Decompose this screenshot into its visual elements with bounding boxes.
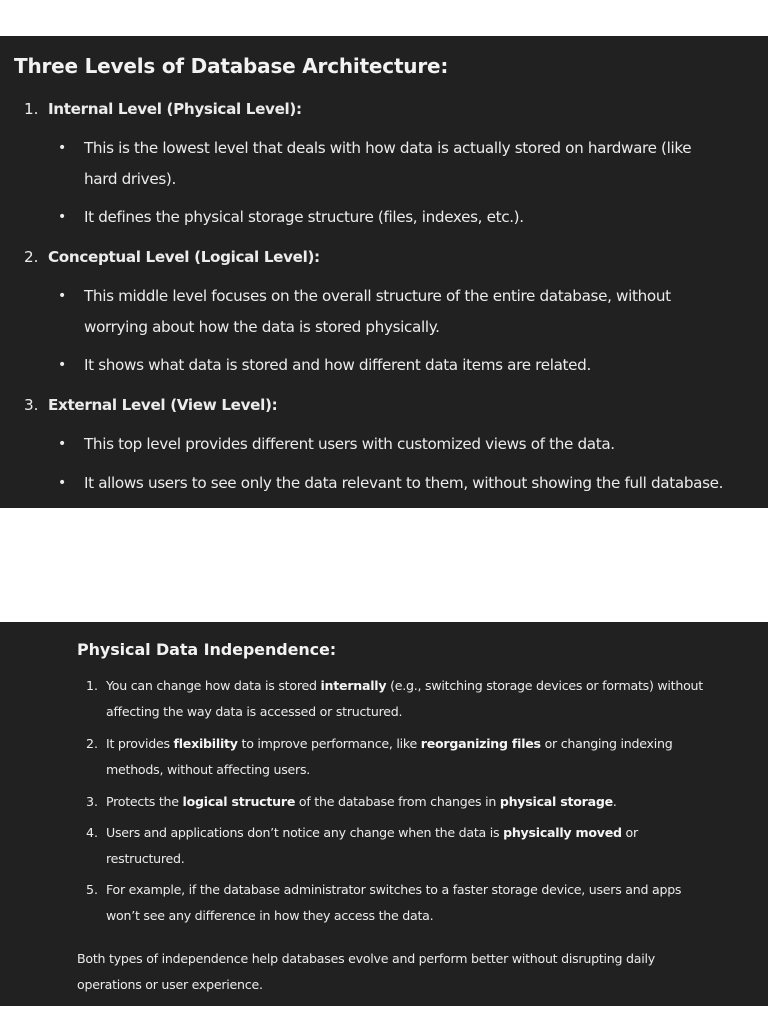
item-number: 4.	[86, 825, 99, 840]
bullet-icon: •	[58, 288, 67, 304]
item-text: Protects the logical structure of the database from changes in physical storage.	[106, 794, 617, 809]
bullet-text: This top level provides different users with customized views of the data.	[84, 435, 615, 453]
summary-text: Both types of independence help databases evolve and perform better without disrupting daily	[77, 951, 655, 966]
bullet-text: This middle level focuses on the overall structure of the entire database, without	[84, 287, 671, 305]
item-number: 1.	[86, 678, 99, 693]
bullet-icon: •	[58, 357, 67, 373]
level-number: 2.	[24, 248, 39, 266]
item-text: It provides flexibility to improve performance, like reorganizing files or changing indexing	[106, 736, 673, 751]
item-number: 5.	[86, 882, 99, 897]
item-number: 2.	[86, 736, 99, 751]
bullet-icon: •	[58, 475, 67, 491]
level-number: 1.	[24, 100, 39, 118]
bullet-text: hard drives).	[84, 170, 176, 188]
item-text: Users and applications don’t notice any change when the data is physically moved or	[106, 825, 638, 840]
item-number: 3.	[86, 794, 99, 809]
item-text: won’t see any difference in how they access the data.	[106, 908, 434, 923]
summary-text: operations or user experience.	[77, 977, 263, 992]
item-text: affecting the way data is accessed or structured.	[106, 704, 403, 719]
level-title: External Level (View Level):	[48, 396, 278, 414]
item-text: restructured.	[106, 851, 185, 866]
architecture-heading: Three Levels of Database Architecture:	[14, 54, 449, 78]
level-number: 3.	[24, 396, 39, 414]
bullet-text: It allows users to see only the data relevant to them, without showing the full database.	[84, 474, 724, 492]
bullet-text: This is the lowest level that deals with how data is actually stored on hardware (like	[84, 139, 692, 157]
bullet-text: worrying about how the data is stored physically.	[84, 318, 440, 336]
bullet-icon: •	[58, 209, 67, 225]
item-text: methods, without affecting users.	[106, 762, 311, 777]
database-architecture-panel	[0, 36, 768, 508]
bullet-icon: •	[58, 436, 67, 452]
bullet-text: It defines the physical storage structure (files, indexes, etc.).	[84, 208, 524, 226]
physical-independence-panel	[0, 622, 768, 1006]
level-title: Internal Level (Physical Level):	[48, 100, 302, 118]
item-text: You can change how data is stored internally (e.g., switching storage devices or formats) without	[106, 678, 703, 693]
item-text: For example, if the database administrator switches to a faster storage device, users and apps	[106, 882, 682, 897]
bullet-icon: •	[58, 140, 67, 156]
independence-heading: Physical Data Independence:	[77, 640, 337, 659]
level-title: Conceptual Level (Logical Level):	[48, 248, 320, 266]
bullet-text: It shows what data is stored and how different data items are related.	[84, 356, 591, 374]
